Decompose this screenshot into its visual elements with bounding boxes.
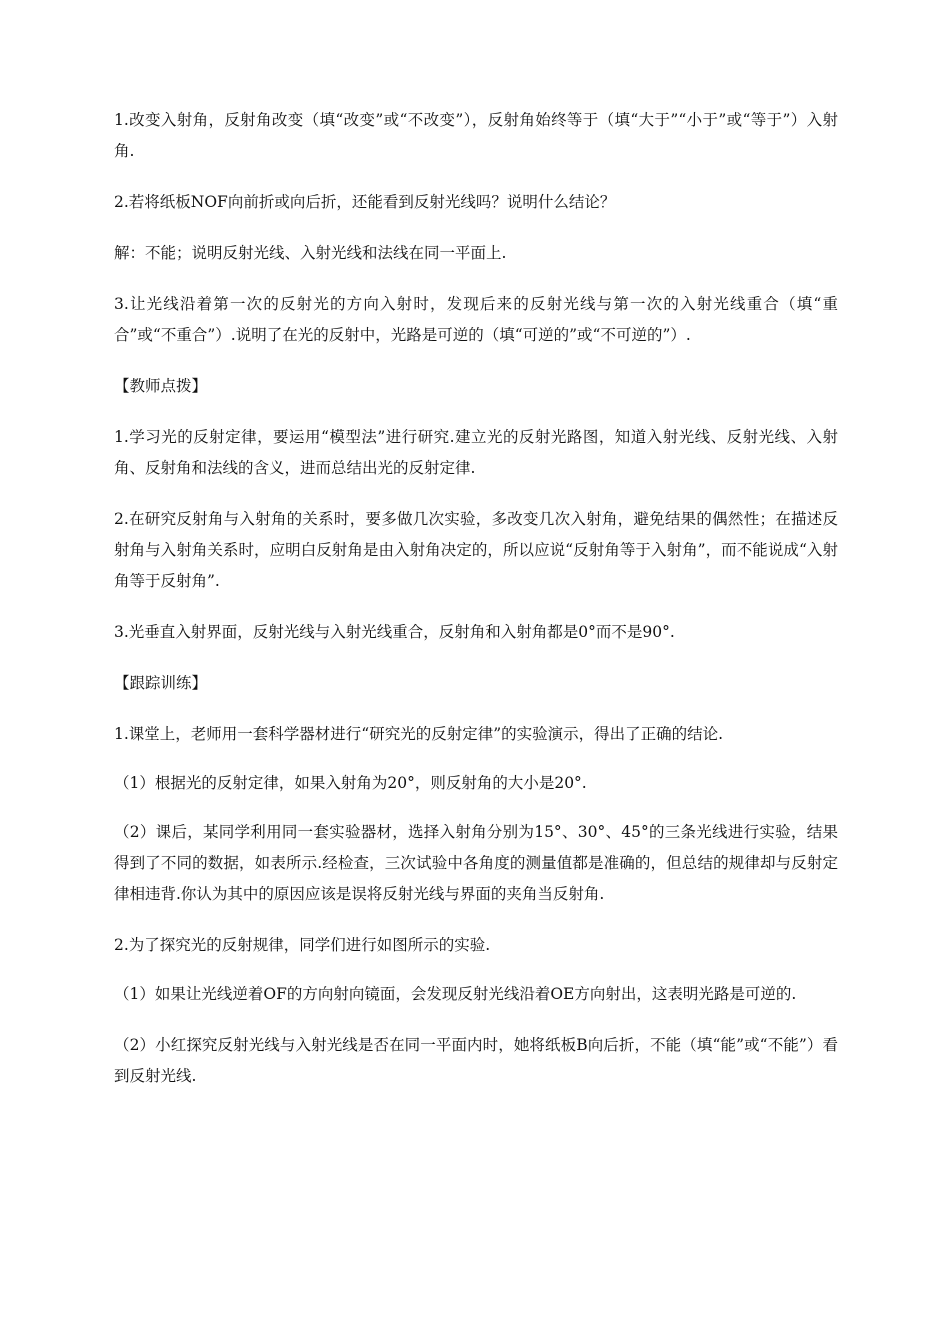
document-body (114, 105, 838, 1112)
paragraph-14: （1）如果让光线逆着OF的方向射向镜面，会发现反射光线沿着OE方向射出，这表明光路是可逆的. (114, 985, 797, 1003)
paragraph-4: 3.让光线沿着第一次的反射光的方向入射时，发现后来的反射光线与第一次的入射光线重合（填“重合”或“不重合”）.说明了在光的反射中，光路是可逆的（填“可逆的”或“不可逆的”）. (114, 295, 838, 344)
paragraph-11: （1）根据光的反射定律，如果入射角为20°，则反射角的大小是20°. (114, 774, 587, 792)
paragraph-1: 1.改变入射角，反射角改变（填“改变”或“不改变”），反射角始终等于（填“大于”“小于”或“等于”）入射角. (114, 111, 838, 160)
paragraph-6: 1.学习光的反射定律，要运用“模型法”进行研究.建立光的反射光路图，知道入射光线、反射光线、入射角、反射角和法线的含义，进而总结出光的反射定律. (114, 428, 838, 477)
paragraph-13: 2.为了探究光的反射规律，同学们进行如图所示的实验. (114, 936, 491, 954)
section-heading-teacher-tips: 【教师点拨】 (114, 377, 208, 395)
paragraph-8: 3.光垂直入射界面，反射光线与入射光线重合，反射角和入射角都是0°而不是90°. (114, 623, 675, 641)
section-heading-follow-up-training: 【跟踪训练】 (114, 674, 208, 692)
paragraph-10: 1.课堂上，老师用一套科学器材进行“研究光的反射定律”的实验演示，得出了正确的结论. (114, 725, 724, 743)
paragraph-12: （2）课后，某同学利用同一套实验器材，选择入射角分别为15°、30°、45°的三条光线进行实验，结果得到了不同的数据，如表所示.经检查，三次试验中各角度的测量值都是准确的，但总结的规律却与反射定律相违背.你认为其中的原因应该是误将反射光线与界面的夹角当反射角. (114, 823, 838, 903)
paragraph-7: 2.在研究反射角与入射角的关系时，要多做几次实验，多改变几次入射角，避免结果的偶然性；在描述反射角与入射角关系时，应明白反射角是由入射角决定的，所以应说“反射角等于入射角”，而不能说成“入射角等于反射角”. (114, 510, 838, 590)
paragraph-3: 解：不能；说明反射光线、入射光线和法线在同一平面上. (114, 244, 507, 262)
paragraph-15: （2）小红探究反射光线与入射光线是否在同一平面内时，她将纸板B向后折，不能（填“能”或“不能”）看到反射光线. (114, 1036, 838, 1085)
paragraph-2: 2.若将纸板NOF向前折或向后折，还能看到反射光线吗？说明什么结论？ (114, 193, 616, 211)
